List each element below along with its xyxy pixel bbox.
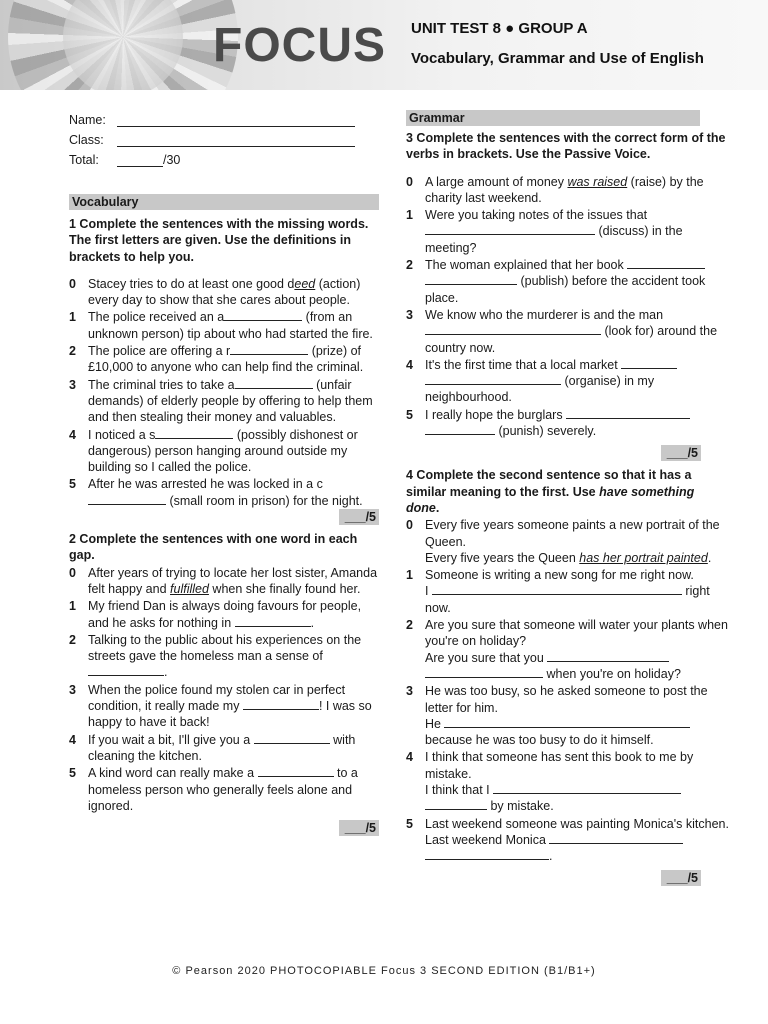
item-text: A kind word can really make a to a homeless person who generally feels alone and ignored. (88, 766, 358, 813)
class-label: Class: (69, 132, 104, 147)
item-text: Last weekend someone was painting Monica's kitchen. Last weekend Monica . (425, 816, 729, 864)
exercise-4-instruction: 4 Complete the second sentence so that it has a similar meaning to the first. Use have something done. (406, 468, 695, 515)
item-number: 4 (406, 750, 413, 765)
exercise-1-instruction: 1 Complete the sentences with the missing words. The first letters are given. Use the definitions in brackets to help you. (69, 217, 369, 264)
item-number: 0 (406, 518, 413, 533)
answer-blank[interactable] (549, 832, 683, 844)
item-number: 5 (69, 766, 76, 781)
total-label: Total: (69, 152, 99, 167)
exercise-3-item-4 (406, 357, 731, 406)
example-answer: eed (294, 276, 316, 291)
answer-blank[interactable] (425, 666, 543, 678)
item-text: I really hope the burglars (punish) severely. (425, 407, 731, 440)
exercise-4-item-3 (406, 683, 731, 748)
item-number: 4 (69, 427, 76, 442)
answer-blank[interactable] (230, 343, 308, 355)
exercise-1-item-2 (69, 343, 379, 376)
class-field[interactable] (117, 134, 355, 147)
exercise-3-item-2 (406, 257, 731, 306)
answer-blank[interactable] (547, 650, 669, 662)
vocabulary-heading: Vocabulary (69, 194, 379, 210)
answer-blank[interactable] (425, 798, 487, 810)
exercise-4-item-4 (406, 749, 731, 814)
answer-blank[interactable] (155, 427, 233, 439)
item-text: He was too busy, so he asked someone to post the letter for him. He because he was too busy to do it himself. (425, 684, 708, 748)
answer-blank[interactable] (425, 373, 561, 385)
item-text: It's the first time that a local market (organise) in my neighbourhood. (425, 357, 731, 406)
answer-blank[interactable] (425, 323, 601, 335)
exercise-2-item-1 (69, 598, 379, 631)
exercise-3-item-1 (406, 207, 731, 256)
item-number: 3 (406, 307, 413, 322)
item-number: 3 (69, 377, 76, 392)
item-text: Are you sure that someone will water your plants when you're on holiday? Are you sure that you when you're on holiday? (425, 618, 728, 681)
exercise-2-instruction: 2 Complete the sentences with one word in each gap. (69, 532, 358, 563)
item-number: 5 (406, 816, 413, 831)
exercise-4-list (406, 517, 731, 864)
name-field[interactable] (117, 114, 355, 127)
item-number: 4 (406, 357, 413, 372)
answer-blank[interactable] (235, 615, 311, 627)
item-text: Talking to the public about his experiences on the streets gave the homeless man a sense of . (88, 632, 362, 680)
item-number: 1 (69, 310, 76, 325)
answer-blank[interactable] (254, 732, 330, 744)
item-number: 3 (69, 682, 76, 697)
answer-blank[interactable] (88, 664, 164, 676)
item-text: Someone is writing a new song for me right now. I right now. (425, 568, 710, 615)
item-number: 0 (69, 565, 76, 580)
example-answer: was raised (567, 174, 628, 189)
exercise-1-item-4 (69, 427, 379, 476)
exercise-4-score: ___/5 (661, 870, 701, 886)
exercise-3-score: ___/5 (661, 445, 701, 461)
answer-blank[interactable] (425, 848, 549, 860)
item-text: The criminal tries to take a (unfair demands) of elderly people by offering to help them and then stealing their money and valuables. (88, 377, 373, 425)
answer-blank[interactable] (425, 273, 517, 285)
answer-blank[interactable] (627, 257, 705, 269)
item-text: Every five years someone paints a new portrait of the Queen. Every five years the Queen has her portrait painted. (425, 518, 720, 565)
grammar-heading: Grammar (406, 110, 700, 126)
answer-blank[interactable] (258, 765, 334, 777)
exercise-1-item-3 (69, 377, 379, 426)
answer-blank[interactable] (425, 223, 595, 235)
exercise-2-item-4 (69, 732, 379, 765)
item-number: 0 (406, 174, 413, 189)
answer-blank[interactable] (621, 357, 677, 369)
answer-blank[interactable] (566, 407, 690, 419)
class-row (69, 130, 379, 150)
name-row (69, 110, 379, 130)
item-number: 1 (406, 208, 413, 223)
item-number: 4 (69, 732, 76, 747)
exercise-4-item-0 (406, 517, 731, 566)
item-text: The police are offering a r (prize) of £10,000 to anyone who can help find the criminal. (88, 344, 364, 375)
exercise-2-item-5 (69, 765, 379, 814)
logo-swirl-center (63, 0, 183, 90)
total-row (69, 150, 379, 170)
item-number: 0 (69, 276, 76, 291)
item-number: 5 (406, 407, 413, 422)
answer-blank[interactable] (88, 493, 166, 505)
item-text: If you wait a bit, I'll give you a with cleaning the kitchen. (88, 732, 356, 763)
item-number: 1 (406, 568, 413, 583)
answer-blank[interactable] (243, 698, 319, 710)
test-title: UNIT TEST 8 ● GROUP A (411, 20, 588, 37)
item-text: Were you taking notes of the issues that (discuss) in the meeting? (425, 208, 683, 255)
exercise-1-item-0 (69, 276, 379, 309)
exercise-4-item-1 (406, 567, 731, 616)
item-text: A large amount of money was raised (raise) by the charity last weekend. (425, 174, 704, 205)
brand-logo-text: FOCUS (213, 19, 386, 72)
item-text: I think that someone has sent this book to me by mistake. I think that I by mistake. (425, 750, 694, 814)
exercise-2-list (69, 565, 379, 814)
test-subtitle: Vocabulary, Grammar and Use of English (411, 50, 704, 67)
exercise-2-item-2 (69, 632, 379, 681)
footer-copyright: © Pearson 2020 PHOTOCOPIABLE Focus 3 SECOND EDITION (B1/B1+) (172, 965, 596, 977)
item-number: 3 (406, 684, 413, 699)
item-number: 1 (69, 599, 76, 614)
answer-blank[interactable] (493, 782, 681, 794)
exercise-2-item-0 (69, 565, 379, 598)
exercise-1-score: ___/5 (339, 509, 379, 525)
item-text: After he was arrested he was locked in a c (small room in prison) for the night. (88, 477, 363, 508)
exercise-1-item-5 (69, 476, 379, 509)
item-text: Stacey tries to do at least one good deed (action) every day to show that she cares about people. (88, 276, 361, 308)
exercise-2-item-3 (69, 682, 379, 731)
item-text: The police received an a (from an unknown person) tip about who had started the fire. (88, 310, 373, 341)
answer-blank[interactable] (432, 583, 682, 595)
answer-blank[interactable] (425, 423, 495, 435)
total-field[interactable] (117, 154, 163, 167)
answer-blank[interactable] (235, 377, 313, 389)
header-banner (0, 0, 768, 90)
exercise-3-item-5 (406, 407, 731, 440)
item-number: 5 (69, 477, 76, 492)
exercise-4-item-2 (406, 617, 731, 682)
item-text: I noticed a s (possibly dishonest or dangerous) person hanging around outside my building so I called the police. (88, 427, 358, 475)
answer-blank[interactable] (444, 716, 690, 728)
exercise-1-list (69, 276, 379, 509)
exercise-3-item-0 (406, 174, 731, 207)
item-text: We know who the murderer is and the man (look for) around the country now. (425, 307, 718, 355)
example-answer: has her portrait painted (579, 550, 708, 565)
item-text: The woman explained that her book (publish) before the accident took place. (425, 258, 706, 305)
name-label: Name: (69, 112, 106, 127)
exercise-4-item-5 (406, 816, 731, 865)
right-column (406, 110, 731, 886)
exercise-2-score: ___/5 (339, 820, 379, 836)
total-suffix: /30 (163, 152, 181, 167)
item-number: 2 (406, 618, 413, 633)
exercise-1-item-1 (69, 309, 379, 342)
exercise-3-list (406, 174, 731, 440)
item-number: 2 (406, 258, 413, 273)
item-text: My friend Dan is always doing favours for people, and he asks for nothing in . (88, 599, 362, 630)
item-number: 2 (69, 344, 76, 359)
exercise-3-instruction: 3 Complete the sentences with the correct form of the verbs in brackets. Use the Passive Voice. (406, 131, 726, 162)
exercise-3-item-3 (406, 307, 731, 356)
answer-blank[interactable] (224, 309, 302, 321)
item-number: 2 (69, 632, 76, 647)
item-text: After years of trying to locate her lost sister, Amanda felt happy and fulfilled when she finally found her. (88, 565, 378, 596)
example-answer: fulfilled (170, 581, 209, 596)
item-text: When the police found my stolen car in perfect condition, it really made my ! I was so happy to have it back! (88, 682, 372, 730)
left-column (69, 110, 379, 836)
